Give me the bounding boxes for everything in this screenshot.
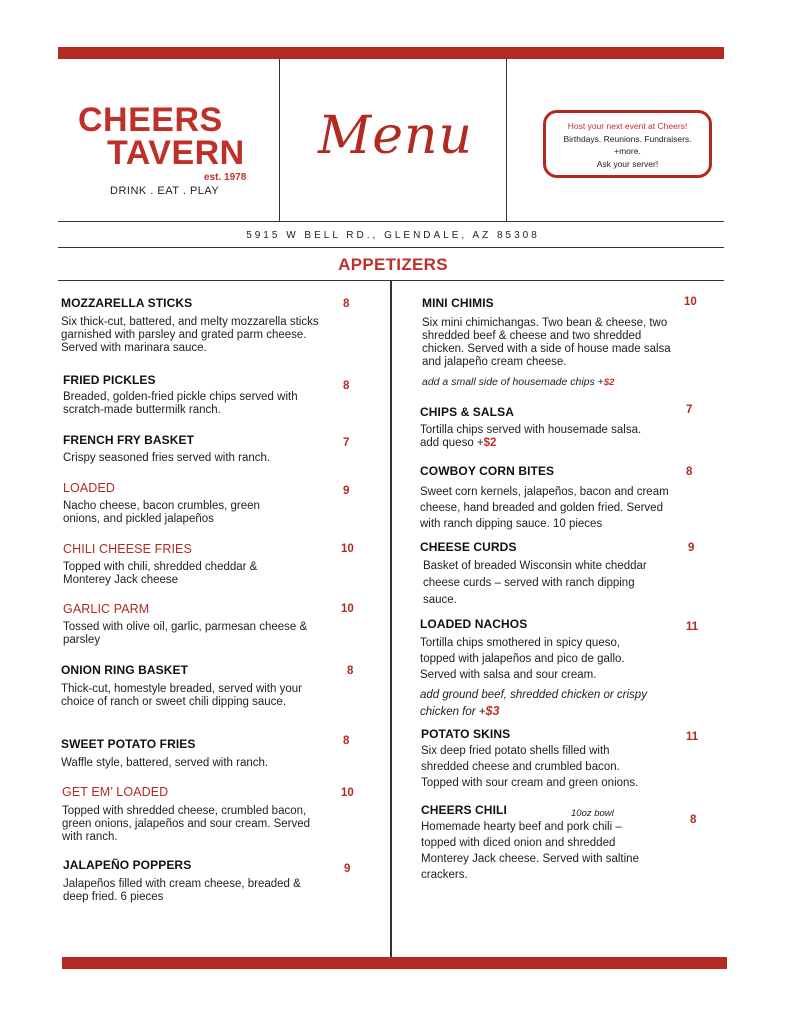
item-description: Homemade hearty beef and pork chili – topped with diced onion and shredded Monterey Jack cheese. Served with saltine crackers.	[421, 821, 639, 881]
menu-item	[420, 540, 650, 609]
item-price: 10	[341, 787, 354, 799]
item-price: 8	[343, 380, 350, 392]
item-name: ONION RING BASKET	[61, 663, 189, 677]
menu-item	[63, 542, 303, 587]
item-price: 11	[686, 621, 699, 633]
item-price: 11	[686, 731, 699, 743]
item-description: Six mini chimichangas. Two bean & cheese, two shredded beef & cheese and two shredded chicken. Served with a side of house made salsa and jalapeño cream cheese.	[422, 317, 671, 368]
item-addon-text: add ground beef, shredded chicken or crispy chicken for +	[420, 689, 647, 718]
event-callout-line3: +more.	[614, 146, 641, 156]
section-title: APPETIZERS	[338, 255, 448, 274]
item-addon	[420, 687, 652, 720]
item-name: CHEESE CURDS	[420, 540, 517, 554]
brand-tagline: DRINK . EAT . PLAY	[110, 185, 220, 197]
item-price: 8	[690, 814, 697, 826]
item-name: JALAPEÑO POPPERS	[63, 858, 192, 872]
item-name: CHIPS & SALSA	[420, 405, 514, 419]
menu-title: Menu	[318, 106, 473, 166]
item-addon-text: add a small side of housemade chips +	[422, 376, 604, 388]
item-name: CHILI CHEESE FRIES	[63, 542, 192, 556]
item-name: LOADED NACHOS	[420, 617, 528, 631]
event-callout	[543, 110, 712, 178]
item-price: 8	[347, 665, 354, 677]
bottom-accent-bar	[62, 957, 727, 969]
menu-item	[61, 663, 311, 709]
item-name: MOZZARELLA STICKS	[61, 296, 193, 310]
item-addon	[422, 375, 672, 390]
brand-logo	[78, 101, 253, 172]
menu-item	[63, 433, 333, 465]
item-description: Tossed with olive oil, garlic, parmesan cheese & parsley	[63, 621, 308, 646]
brand-name	[78, 101, 253, 172]
item-price: 8	[343, 735, 350, 747]
item-description: Six thick-cut, battered, and melty mozzarella sticks garnished with parsley and grated parm cheese. Served with marinara sauce.	[61, 316, 319, 354]
item-description: Basket of breaded Wisconsin white cheddar cheese curds – served with ranch dipping sauce.	[423, 560, 647, 606]
item-addon-price: $2	[603, 377, 615, 388]
address-bottom-rule	[58, 247, 724, 248]
address: 5915 W BELL RD., GLENDALE, AZ 85308	[246, 230, 540, 241]
menu-item	[422, 296, 672, 390]
item-price: 7	[343, 437, 350, 449]
item-name: SWEET POTATO FRIES	[61, 737, 196, 751]
item-description: Topped with shredded cheese, crumbled bacon, green onions, jalapeños and sour cream. Served with ranch.	[62, 805, 311, 843]
item-price: 8	[343, 298, 350, 310]
event-callout-line2: Birthdays. Reunions. Fundraisers.	[563, 133, 692, 144]
item-description	[420, 424, 670, 450]
item-price: 10	[684, 296, 697, 308]
established-year: est. 1978	[204, 172, 247, 183]
item-price: 10	[341, 543, 354, 555]
item-name: FRENCH FRY BASKET	[63, 433, 195, 447]
event-callout-line4: Ask your server!	[596, 158, 659, 169]
item-price: 10	[341, 603, 354, 615]
item-price: 9	[343, 485, 350, 497]
event-callout-line1: Host your next event at Cheers!	[567, 121, 688, 131]
menu-item	[61, 737, 331, 770]
menu-item	[63, 602, 323, 647]
header-divider-1	[279, 59, 280, 221]
menu-item	[63, 858, 328, 904]
item-name: FRIED PICKLES	[63, 373, 156, 387]
item-description: Jalapeños filled with cream cheese, breaded & deep fried. 6 pieces	[63, 878, 301, 903]
header-divider-2	[506, 59, 507, 221]
menu-item	[61, 296, 331, 355]
item-description: Nacho cheese, bacon crumbles, green onions, and pickled jalapeños	[63, 500, 260, 525]
item-description-text: Tortilla chips served with housemade salsa.	[420, 424, 642, 436]
top-accent-bar	[58, 47, 724, 59]
item-name: GET EM’ LOADED	[62, 785, 169, 799]
item-description: Waffle style, battered, served with ranch.	[61, 757, 269, 769]
menu-item	[420, 405, 670, 450]
brand-name-line1: CHEERS	[78, 101, 223, 139]
menu-item	[421, 803, 653, 883]
menu-item	[420, 464, 672, 532]
item-name: MINI CHIMIS	[422, 296, 494, 310]
item-price: 9	[688, 542, 695, 554]
item-name: LOADED	[63, 481, 116, 495]
item-addon-price: $3	[485, 704, 500, 718]
item-name: CHEERS CHILI	[421, 803, 507, 817]
item-description: Thick-cut, homestyle breaded, served with your choice of ranch or sweet chili dipping sauce.	[61, 683, 302, 708]
item-description: Crispy seasoned fries served with ranch.	[63, 452, 271, 464]
item-name: COWBOY CORN BITES	[420, 464, 555, 478]
item-description: Six deep fried potato shells filled with shredded cheese and crumbled bacon. Topped with sour cream and green onions.	[421, 745, 639, 789]
item-description: Tortilla chips smothered in spicy queso, topped with jalapeños and pico de gallo. Served with salsa and sour cream.	[420, 637, 625, 681]
size-note: 10oz bowl	[571, 808, 614, 819]
item-addon-price: $2	[483, 437, 497, 449]
menu-item	[62, 785, 327, 844]
item-name: POTATO SKINS	[421, 727, 511, 741]
item-description: Breaded, golden-fried pickle chips served with scratch-made buttermilk ranch.	[63, 391, 298, 416]
brand-name-line2: TAVERN	[107, 134, 245, 172]
item-price: 8	[686, 466, 693, 478]
item-description: Topped with chili, shredded cheddar & Monterey Jack cheese	[63, 561, 258, 586]
item-description: Sweet corn kernels, jalapeños, bacon and cream cheese, hand breaded and golden fried. Served with ranch dipping sauce. 10 pieces	[420, 486, 669, 530]
menu-item	[420, 617, 652, 720]
menu-item	[63, 373, 313, 417]
item-name: GARLIC PARM	[63, 602, 150, 616]
item-price: 7	[686, 404, 693, 416]
menu-item	[421, 727, 653, 791]
column-divider	[390, 280, 392, 957]
item-price: 9	[344, 863, 351, 875]
item-addon-text: add queso +	[420, 437, 484, 449]
header-bottom-rule	[58, 221, 724, 222]
menu-item	[63, 481, 283, 526]
